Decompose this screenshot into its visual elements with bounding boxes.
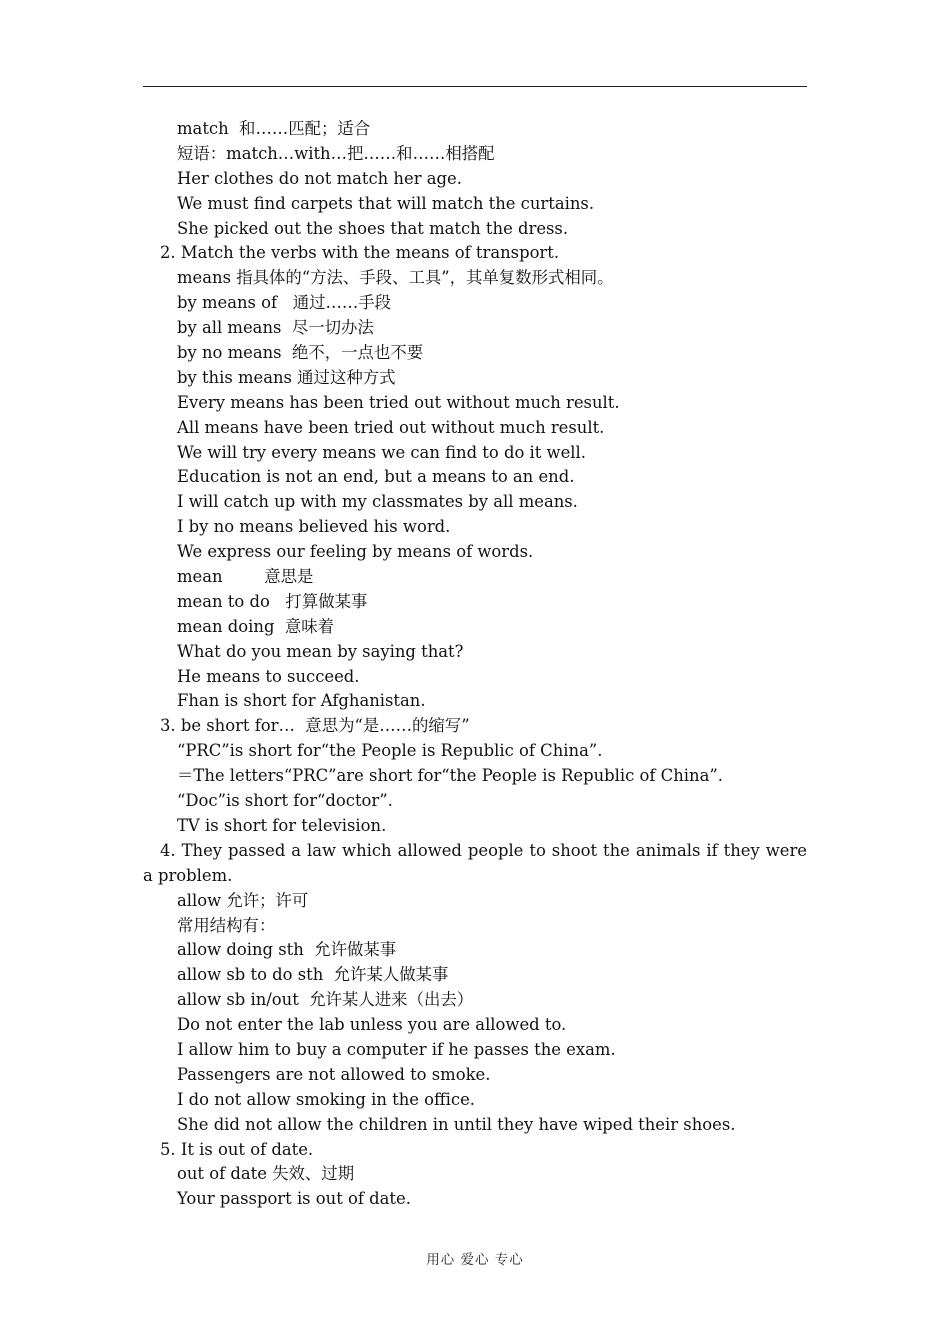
example-sentence: We will try every means we can find to do it well. xyxy=(177,442,586,462)
example-sentence: What do you mean by saying that? xyxy=(177,641,464,661)
example-sentence: Your passport is out of date. xyxy=(177,1189,411,1209)
text-line: means 指具体的“方法、手段、工具”，其单复数形式相同。 xyxy=(177,268,614,288)
example-sentence: Education is not an end, but a means to an end. xyxy=(177,467,575,487)
example-sentence: “PRC”is short for“the People is Republic of China”. xyxy=(177,741,603,761)
text-line: 常用结构有： xyxy=(177,915,276,935)
text-line: allow doing sth 允许做某事 xyxy=(177,940,397,960)
text-line: match 和……匹配；适合 xyxy=(177,119,371,138)
example-sentence: She did not allow the children in until they have wiped their shoes. xyxy=(177,1114,736,1134)
example-sentence: ＝The letters“PRC”are short for“the People is Republic of China”. xyxy=(177,766,723,786)
header-rule xyxy=(143,86,807,87)
text-line: mean doing 意味着 xyxy=(177,616,335,636)
numbered-item: 4. They passed a law which allowed people to shoot the animals if they were a problem. xyxy=(143,840,807,885)
text-line: by no means 绝不，一点也不要 xyxy=(177,343,424,363)
example-sentence: He means to succeed. xyxy=(177,666,360,686)
example-sentence: We express our feeling by means of words. xyxy=(177,542,534,562)
numbered-item: 3. be short for… 意思为“是……的缩写” xyxy=(160,716,470,736)
text-line: by all means 尽一切办法 xyxy=(177,318,374,338)
text-line: allow sb in/out 允许某人进来（出去） xyxy=(177,990,474,1010)
text-line: by means of 通过……手段 xyxy=(177,293,392,313)
example-sentence: I will catch up with my classmates by all means. xyxy=(177,492,578,512)
text-line: mean to do 打算做某事 xyxy=(177,591,368,611)
example-sentence: I do not allow smoking in the office. xyxy=(177,1089,476,1109)
text-line: 短语：match…with…把……和……相搭配 xyxy=(177,143,495,163)
example-sentence: Her clothes do not match her age. xyxy=(177,168,462,188)
numbered-item: 5. It is out of date. xyxy=(160,1139,314,1159)
text-line: out of date 失效、过期 xyxy=(177,1164,355,1184)
text-line: mean 意思是 xyxy=(177,567,314,587)
example-sentence: Fhan is short for Afghanistan. xyxy=(177,691,426,711)
example-sentence: She picked out the shoes that match the dress. xyxy=(177,218,569,238)
document-body xyxy=(143,117,807,1212)
example-sentence: I allow him to buy a computer if he passes the exam. xyxy=(177,1039,616,1059)
page-footer: 用心 爱心 专心 xyxy=(426,1252,524,1268)
example-sentence: “Doc”is short for“doctor”. xyxy=(177,791,393,811)
example-sentence: We must find carpets that will match the curtains. xyxy=(177,193,595,213)
text-line: by this means 通过这种方式 xyxy=(177,367,396,387)
example-sentence: Every means has been tried out without much result. xyxy=(177,392,620,412)
text-line: allow sb to do sth 允许某人做某事 xyxy=(177,965,449,985)
example-sentence: All means have been tried out without much result. xyxy=(177,417,605,437)
example-sentence: Passengers are not allowed to smoke. xyxy=(177,1064,491,1084)
text-line: allow 允许；许可 xyxy=(177,890,309,910)
example-sentence: TV is short for television. xyxy=(177,815,387,835)
example-sentence: I by no means believed his word. xyxy=(177,517,451,537)
numbered-item: 2. Match the verbs with the means of transport. xyxy=(160,243,560,263)
example-sentence: Do not enter the lab unless you are allowed to. xyxy=(177,1015,567,1035)
